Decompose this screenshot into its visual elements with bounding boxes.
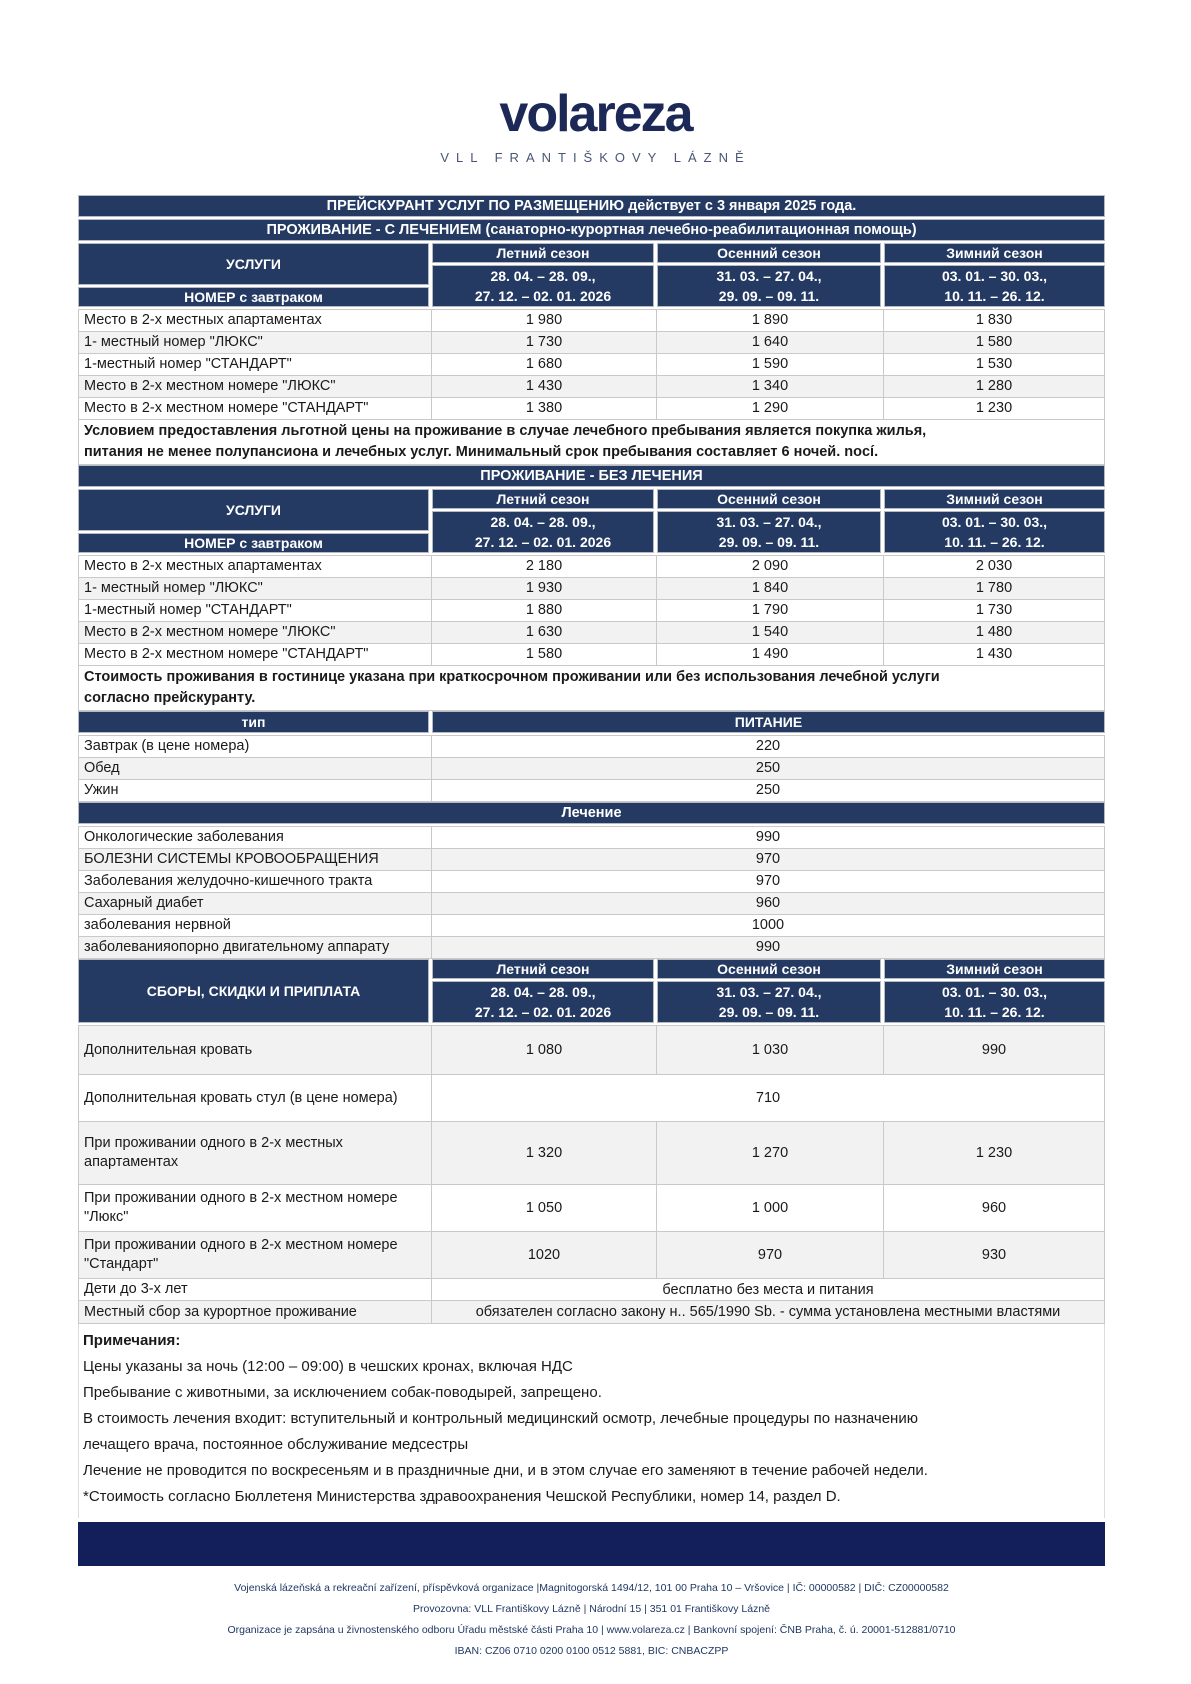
row-label: Завтрак (в цене номера) [79, 736, 432, 757]
table-row [79, 643, 1104, 665]
date-range: 03. 01. – 30. 03., [941, 514, 1048, 530]
date-range: 03. 01. – 30. 03., [941, 268, 1048, 284]
footer-line: IBAN: CZ06 0710 0200 0100 0512 5881, BIC: CNBACZPP [454, 1645, 729, 1657]
price-winter: 930 [981, 1247, 1007, 1263]
table-row [79, 397, 1104, 419]
season-autumn-dates [657, 265, 881, 307]
note-line: питания не менее полупансиона и лечебных услуг. Минимальный срок пребывания составляет 6 ночей. nocí. [84, 444, 879, 460]
season-summer-label: Летний сезон [432, 489, 654, 509]
price-summer: 1 430 [432, 376, 657, 397]
table-row [79, 1121, 1104, 1184]
row-label: Место в 2-х местном номере "ЛЮКС" [79, 622, 432, 643]
price-autumn: 1 290 [657, 398, 884, 419]
row-value: 220 [755, 738, 781, 754]
footer [78, 1578, 1105, 1662]
price-winter: 2 030 [975, 558, 1013, 574]
season-header-with-treatment [78, 243, 1105, 307]
price-autumn: 1 840 [657, 578, 884, 599]
row-label: Дети до 3-х лет [79, 1279, 432, 1300]
price-summer: 1 580 [432, 644, 657, 665]
treatment-table [78, 826, 1105, 959]
season-winter-dates [884, 265, 1105, 307]
price-autumn: 1 640 [657, 332, 884, 353]
row-label: 1-местный номер "СТАНДАРТ" [79, 600, 432, 621]
date-range: 27. 12. – 02. 01. 2026 [474, 1004, 612, 1020]
table-row [79, 1278, 1104, 1300]
row-label: При проживании одного в 2-х местном номере "Люкс" [79, 1185, 432, 1231]
row-label: заболевания нервной [79, 915, 432, 936]
season-summer-dates [432, 981, 654, 1023]
date-range: 29. 09. – 09. 11. [718, 288, 820, 304]
price-winter: 1 730 [975, 602, 1013, 618]
price-winter: 1 830 [975, 312, 1013, 328]
row-label: БОЛЕЗНИ СИСТЕМЫ КРОВООБРАЩЕНИЯ [79, 849, 432, 870]
price-autumn: 970 [657, 1232, 884, 1278]
price-summer: 1 730 [432, 332, 657, 353]
table-row [79, 827, 1104, 848]
date-range: 28. 04. – 28. 09., [490, 268, 596, 284]
row-label: Место в 2-х местных апартаментах [79, 310, 432, 331]
date-range: 10. 11. – 26. 12. [944, 288, 1045, 304]
season-summer-dates [432, 265, 654, 307]
row-label: Место в 2-х местных апартаментах [79, 556, 432, 577]
footer-line: Vojenská lázeňská a rekreační zařízení, příspěvková organizace |Magnitogorská 1494/12, 101 00 Praha 10 – Vršovice | IČ: 00000582 | DIČ: CZ00000582 [234, 1582, 949, 1594]
price-summer: 1 880 [432, 600, 657, 621]
table-row [79, 375, 1104, 397]
with-treatment-table [78, 309, 1105, 420]
price-autumn: 1 000 [657, 1185, 884, 1231]
date-range: 29. 09. – 09. 11. [718, 1004, 820, 1020]
price-summer: 1020 [432, 1232, 657, 1278]
services-label: УСЛУГИ [78, 489, 429, 531]
row-label: 1-местный номер "СТАНДАРТ" [79, 354, 432, 375]
row-label: Дополнительная кровать [79, 1026, 432, 1074]
price-summer: 1 630 [432, 622, 657, 643]
table-row [79, 936, 1104, 958]
price-autumn: 2 090 [657, 556, 884, 577]
note-line: Пребывание с животными, за исключением собак-поводырей, запрещено. [83, 1384, 602, 1401]
price-summer: 1 980 [432, 310, 657, 331]
date-range: 28. 04. – 28. 09., [490, 514, 596, 530]
row-value: 1000 [751, 917, 785, 933]
price-summer: 2 180 [432, 556, 657, 577]
price-summer: 1 320 [432, 1122, 657, 1184]
logo-subtitle: VLL FRANTIŠKOVY LÁZNĚ [440, 150, 751, 165]
season-winter-dates [884, 981, 1105, 1023]
without-treatment-note [78, 666, 1105, 711]
table-row [79, 914, 1104, 936]
row-value: 970 [755, 873, 781, 889]
row-label: Заболевания желудочно-кишечного тракта [79, 871, 432, 892]
table-row [79, 757, 1104, 779]
room-with-breakfast-label: НОМЕР с завтраком [78, 287, 429, 307]
date-range: 27. 12. – 02. 01. 2026 [474, 534, 612, 550]
price-winter: 1 580 [975, 334, 1013, 350]
table-row [79, 310, 1104, 331]
row-label: 1- местный номер "ЛЮКС" [79, 578, 432, 599]
row-value: 990 [755, 939, 781, 955]
date-range: 10. 11. – 26. 12. [944, 534, 1045, 550]
table-row [79, 577, 1104, 599]
season-summer-label: Летний сезон [432, 243, 654, 263]
price-winter: 1 480 [975, 624, 1013, 640]
row-label: Обед [79, 758, 432, 779]
table-row [79, 599, 1104, 621]
notes-title: Примечания: [83, 1332, 181, 1349]
row-label: Онкологические заболевания [79, 827, 432, 848]
note-line: В стоимость лечения входит: вступительный и контрольный медицинский осмотр, лечебные процедуры по назначению [83, 1410, 918, 1427]
price-autumn: 1 590 [657, 354, 884, 375]
without-treatment-table [78, 555, 1105, 666]
row-label: заболеванияопорно двигательному аппарату [79, 937, 432, 958]
date-range: 10. 11. – 26. 12. [944, 1004, 1045, 1020]
price-summer: 1 680 [432, 354, 657, 375]
note-line: Условием предоставления льготной цены на проживание в случае лечебного пребывания является покупка жилья, [84, 423, 927, 439]
row-value: 960 [755, 895, 781, 911]
season-autumn-label: Осенний сезон [657, 959, 881, 979]
document-title: ПРЕЙСКУРАНТ УСЛУГ ПО РАЗМЕЩЕНИЮ действует с 3 января 2025 года. [78, 195, 1105, 217]
fees-table [78, 1025, 1105, 1324]
table-row [79, 556, 1104, 577]
row-label: 1- местный номер "ЛЮКС" [79, 332, 432, 353]
season-header-without-treatment [78, 489, 1105, 553]
with-treatment-note [78, 420, 1105, 465]
price-summer: 1 380 [432, 398, 657, 419]
price-autumn: 1 340 [657, 376, 884, 397]
row-label: При проживании одного в 2-х местном номере "Стандарт" [79, 1232, 432, 1278]
row-label: Местный сбор за курортное проживание [79, 1301, 432, 1323]
footer-divider-block [78, 1522, 1105, 1566]
season-autumn-dates [657, 511, 881, 553]
section-header-without-treatment: ПРОЖИВАНИЕ - БЕЗ ЛЕЧЕНИЯ [78, 465, 1105, 487]
row-label: Место в 2-х местном номере "ЛЮКС" [79, 376, 432, 397]
season-autumn-dates [657, 981, 881, 1023]
season-autumn-label: Осенний сезон [657, 489, 881, 509]
fees-header [78, 959, 1105, 1023]
row-value: 970 [755, 851, 781, 867]
price-autumn: 1 030 [657, 1026, 884, 1074]
season-winter-label: Зимний сезон [884, 243, 1105, 263]
table-row [79, 1184, 1104, 1231]
fees-label: СБОРЫ, СКИДКИ И ПРИПЛАТА [78, 959, 429, 1023]
date-range: 31. 03. – 27. 04., [716, 268, 822, 284]
price-autumn: 1 490 [657, 644, 884, 665]
price-list-content [78, 195, 1105, 1662]
price-summer: 1 080 [432, 1026, 657, 1074]
season-summer-dates [432, 511, 654, 553]
price-autumn: 1 270 [657, 1122, 884, 1184]
season-autumn-label: Осенний сезон [657, 243, 881, 263]
date-range: 31. 03. – 27. 04., [716, 984, 822, 1000]
row-value: 250 [755, 782, 781, 798]
table-row [79, 621, 1104, 643]
price-autumn: 1 790 [657, 600, 884, 621]
date-range: 29. 09. – 09. 11. [718, 534, 820, 550]
note-line: лечащего врача, постоянное обслуживание медсестры [83, 1436, 469, 1453]
price-winter: 990 [981, 1042, 1007, 1058]
room-with-breakfast-label: НОМЕР с завтраком [78, 533, 429, 553]
date-range: 27. 12. – 02. 01. 2026 [474, 288, 612, 304]
price-winter: 1 780 [975, 580, 1013, 596]
services-label: УСЛУГИ [78, 243, 429, 285]
note-line: Цены указаны за ночь (12:00 – 09:00) в чешских кронах, включая НДС [83, 1358, 573, 1375]
price-autumn: 1 890 [657, 310, 884, 331]
price-winter: 1 430 [975, 646, 1013, 662]
price-winter: 1 230 [975, 1145, 1013, 1161]
row-label: Место в 2-х местном номере "СТАНДАРТ" [79, 644, 432, 665]
row-value: 990 [755, 829, 781, 845]
table-row [79, 1074, 1104, 1121]
price-winter: 1 530 [975, 356, 1013, 372]
row-value: 250 [755, 760, 781, 776]
meals-title: ПИТАНИЕ [432, 711, 1105, 733]
date-range: 03. 01. – 30. 03., [941, 984, 1048, 1000]
table-row [79, 870, 1104, 892]
table-row [79, 1026, 1104, 1074]
table-row [79, 331, 1104, 353]
treatment-header: Лечение [78, 802, 1105, 824]
table-row [79, 1231, 1104, 1278]
footer-line: Organizace je zapsána u živnostenského odboru Úřadu městské části Praha 10 | www.volareza.cz | Bankovní spojení: ČNB Praha, č. ú. 20001-512881/0710 [227, 1624, 956, 1636]
table-row [79, 1300, 1104, 1323]
table-row [79, 736, 1104, 757]
logo [0, 0, 1191, 165]
season-summer-label: Летний сезон [432, 959, 654, 979]
season-winter-dates [884, 511, 1105, 553]
price-summer: 1 050 [432, 1185, 657, 1231]
table-row [79, 892, 1104, 914]
footer-line: Provozovna: VLL Františkovy Lázně | Národní 15 | 351 01 Františkovy Lázně [412, 1603, 770, 1615]
note-line: Лечение не проводится по воскресеньям и в праздничные дни, и в этом случае его заменяют в течение рабочей недели. [83, 1462, 928, 1479]
price-autumn: 1 540 [657, 622, 884, 643]
meals-header [78, 711, 1105, 733]
season-winter-label: Зимний сезон [884, 959, 1105, 979]
note-line: *Стоимость согласно Бюллетеня Министерства здравоохранения Чешской Республики, номер 14, раздел D. [83, 1488, 841, 1505]
table-row [79, 779, 1104, 801]
logo-brand: volareza [499, 85, 692, 143]
price-winter: 1 230 [975, 400, 1013, 416]
price-winter: 960 [981, 1200, 1007, 1216]
table-row [79, 848, 1104, 870]
row-value: обязателен согласно закону н.. 565/1990 Sb. - сумма установлена местными властями [475, 1304, 1061, 1320]
meals-type-label: тип [78, 711, 429, 733]
row-label: Место в 2-х местном номере "СТАНДАРТ" [79, 398, 432, 419]
notes-section [78, 1324, 1105, 1518]
meals-table [78, 735, 1105, 802]
row-value: бесплатно без места и питания [662, 1281, 874, 1298]
season-winter-label: Зимний сезон [884, 489, 1105, 509]
note-line: Стоимость проживания в гостинице указана при краткосрочном проживании или без использования лечебной услуги [84, 669, 940, 685]
section-header-with-treatment: ПРОЖИВАНИЕ - С ЛЕЧЕНИЕМ (санаторно-курортная лечебно-реабилитационная помощь) [78, 219, 1105, 241]
date-range: 28. 04. – 28. 09., [490, 984, 596, 1000]
row-label: Ужин [79, 780, 432, 801]
row-label: При проживании одного в 2-х местных апартаментах [79, 1122, 432, 1184]
row-label: Дополнительная кровать стул (в цене номера) [79, 1075, 432, 1121]
price-winter: 1 280 [975, 378, 1013, 394]
row-label: Сахарный диабет [79, 893, 432, 914]
row-value: 710 [755, 1090, 781, 1106]
date-range: 31. 03. – 27. 04., [716, 514, 822, 530]
table-row [79, 353, 1104, 375]
note-line: согласно прейскуранту. [84, 690, 256, 706]
price-summer: 1 930 [432, 578, 657, 599]
